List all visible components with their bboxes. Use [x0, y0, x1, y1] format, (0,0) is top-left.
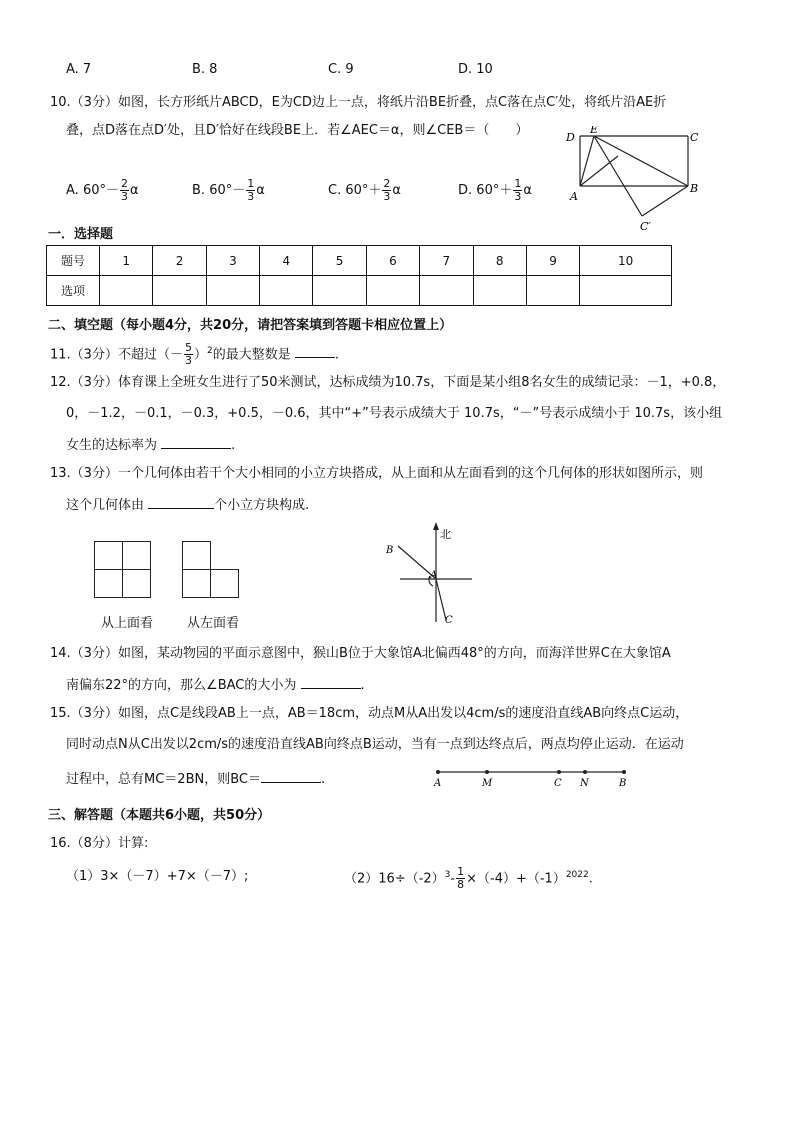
q15-segment-figure [428, 764, 634, 790]
q10-option-c: C. 60°＋ $\frac{2}{3}$ α [328, 177, 401, 203]
answer-table [46, 245, 672, 306]
left-view-label: 从左面看 [187, 616, 240, 631]
q10-line2: 叠，点D落在点D′处，且D′恰好在线段BE上．若∠AEC＝α，则∠CEB＝（ ） [66, 123, 529, 138]
q10-rectangle-figure [560, 126, 710, 234]
answer-table-num: 5 [313, 246, 366, 276]
answer-table-header-label: 题号 [47, 246, 100, 276]
q14-compass-figure [370, 520, 480, 632]
answer-table-num: 4 [260, 246, 313, 276]
label-b: B [386, 545, 394, 556]
label-a: A [434, 778, 442, 789]
section3-title: 三、解答题（本题共6小题，共50分） [48, 808, 271, 823]
label-north: 北 [440, 528, 451, 541]
fold-ae [580, 136, 594, 186]
answer-table-num: 10 [580, 246, 672, 276]
q16-part1: （1）3×（－7）+7×（－7）; [66, 869, 249, 884]
section1-title: 一．选择题 [48, 227, 114, 242]
q14-answer-blank[interactable] [301, 676, 361, 689]
q12-line1: 12.（3分）体育课上全班女生进行了50米测试，达标成绩为10.7s，下面是某小组8名女生的成绩记录：－1，+0.8， [50, 375, 726, 390]
label-c: C [445, 615, 453, 626]
point-n [583, 770, 587, 774]
answer-cell[interactable] [100, 276, 153, 306]
label-c: C [690, 131, 699, 144]
q10-option-a: A. 60°－ $\frac{2}{3}$ α [66, 177, 139, 203]
label-b: B [690, 182, 699, 195]
answer-cell[interactable] [366, 276, 419, 306]
answer-cell[interactable] [153, 276, 206, 306]
label-c: C [554, 778, 562, 789]
q11-text: 11.（3分）不超过（－ $\frac{5}{3}$ ）$^2$的最大整数是 . [50, 341, 339, 368]
q16-title: 16.（8分）计算: [50, 836, 149, 851]
q9-option-c: C. 9 [328, 62, 354, 77]
q11-answer-blank[interactable] [295, 345, 335, 358]
q12-line2: 0，－1.2，－0.1，－0.3，+0.5，－0.6，其中“+”号表示成绩大于 10.7s，“－”号表示成绩小于 10.7s，该小组 [66, 406, 723, 421]
answer-table-num: 7 [420, 246, 473, 276]
q16-part2: $(2)16\div(-2)^3-$ $\frac{1}{8}$ $\times(-4)+(-1)^{2022}$. [344, 865, 593, 892]
answer-table-num: 6 [366, 246, 419, 276]
answer-table-num: 2 [153, 246, 206, 276]
answer-cell[interactable] [580, 276, 672, 306]
q14-line2: 南偏东22°的方向，那么∠BAC的大小为 . [66, 678, 365, 693]
q15-answer-blank[interactable] [261, 770, 321, 783]
q13-answer-blank[interactable] [148, 496, 214, 509]
label-m: M [482, 778, 493, 789]
q15-line1: 15.（3分）如图，点C是线段AB上一点，AB＝18cm，动点M从A出发以4cm/s的速度沿直线AB向终点C运动， [50, 706, 689, 721]
point-a [436, 770, 440, 774]
q13-line1: 13.（3分）一个几何体由若干个大小相同的小立方块搭成，从上面和从左面看到的这个几何体的形状如图所示，则 [50, 466, 703, 481]
fold-be [594, 136, 688, 186]
edge-ec2 [594, 136, 642, 216]
q12-line3: 女生的达标率为 . [66, 438, 236, 453]
label-b: B [619, 778, 627, 789]
answer-cell[interactable] [260, 276, 313, 306]
edge-c2b [642, 186, 688, 216]
q10-option-d: D. 60°＋ $\frac{1}{3}$ α [458, 177, 532, 203]
label-d: D [566, 131, 575, 144]
answer-cell[interactable] [473, 276, 526, 306]
answer-table-answer-label: 选项 [47, 276, 100, 306]
label-c-prime: C′ [640, 220, 651, 233]
answer-table-num: 3 [206, 246, 259, 276]
answer-table-num: 9 [526, 246, 579, 276]
q10-line1: 10.（3分）如图，长方形纸片ABCD，E为CD边上一点，将纸片沿BE折叠，点C落在点C′处，将纸片沿AE折 [50, 95, 667, 110]
answer-table-answer-row [47, 276, 672, 306]
answer-cell[interactable] [313, 276, 366, 306]
north-arrow-icon [433, 522, 439, 530]
point-b [622, 770, 626, 774]
q9-option-d: D. 10 [458, 62, 493, 77]
answer-cell[interactable] [526, 276, 579, 306]
label-a: A [570, 190, 578, 203]
q9-option-b: B. 8 [192, 62, 218, 77]
edge-ad2 [580, 156, 618, 186]
label-a: A [430, 570, 438, 581]
label-n: N [580, 778, 589, 789]
q10-option-b: B. 60°－ $\frac{1}{3}$ α [192, 177, 265, 203]
answer-table-num: 8 [473, 246, 526, 276]
label-e: E [590, 126, 599, 136]
section2-title: 二、填空题（每小题4分，共20分，请把答案填到答题卡相应位置上） [48, 318, 453, 333]
q12-answer-blank[interactable] [161, 436, 231, 449]
top-view-label: 从上面看 [101, 616, 154, 631]
answer-cell[interactable] [420, 276, 473, 306]
q9-option-a: A. 7 [66, 62, 92, 77]
q14-line1: 14.（3分）如图，某动物园的平面示意图中，猴山B位于大象馆A北偏西48°的方向，而海洋世界C在大象馆A [50, 646, 671, 661]
point-m [485, 770, 489, 774]
ray-ac [436, 579, 446, 620]
q13-line2: 这个几何体由 个小立方块构成. [66, 498, 310, 513]
answer-cell[interactable] [206, 276, 259, 306]
point-c [557, 770, 561, 774]
answer-table-num: 1 [100, 246, 153, 276]
q15-line3: 过程中，总有MC＝2BN，则BC＝ . [66, 772, 326, 787]
q15-line2: 同时动点N从C出发以2cm/s的速度沿直线AB向终点B运动，当有一点到达终点后，两点均停止运动．在运动 [66, 737, 684, 752]
answer-table-header-row [47, 246, 672, 276]
